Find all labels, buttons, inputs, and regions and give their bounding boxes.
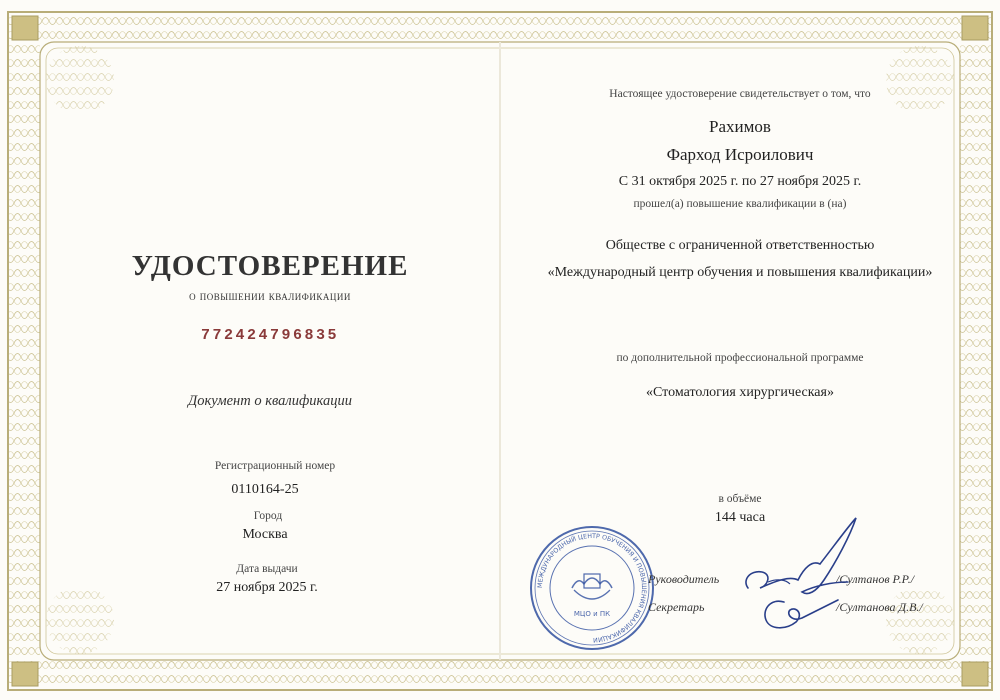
city-label: Город [253,510,283,522]
study-period: С 31 октября 2025 г. по 27 ноября 2025 г. [618,174,862,189]
certificate-title: УДОСТОВЕРЕНИЕ [131,250,409,282]
document-type: Документ о квалификации [188,393,352,409]
issue-date-value: 27 ноября 2025 г. [216,580,318,595]
organization-line-2: «Международный центр обучения и повышения квалификации» [547,265,933,280]
volume-label: в объёме [718,493,762,505]
certificate-number: 772424796835 [200,327,340,344]
certificate-subtitle: о повышении квалификации [189,289,351,303]
seal-center-text: МЦО и ПК [573,610,611,618]
official-seal-icon [528,524,656,652]
secretary-signature-icon [756,588,846,638]
issue-date-label: Дата выдачи [236,563,298,575]
head-name: /Султанов Р.Р./ [836,572,915,586]
volume-value: 144 часа [714,510,766,525]
organization-line-1: Обществе с ограниченной ответственностью [605,238,875,253]
reg-number-label: Регистрационный номер [214,460,336,472]
reg-number-value: 0110164-25 [231,482,299,497]
passed-text: прошел(а) повышение квалификации в (на) [633,198,847,210]
secretary-name: /Султанова Д.В./ [836,600,923,614]
intro-text: Настоящее удостоверение свидетельствует о том, что [609,88,871,100]
recipient-name: Фарход Исроилович [666,145,814,164]
program-intro: по дополнительной профессиональной программе [616,352,864,364]
secretary-label: Секретарь [648,600,705,614]
recipient-surname: Рахимов [709,117,771,136]
head-label: Руководитель [648,572,720,586]
program-name: «Стоматология хирургическая» [646,385,834,400]
city-value: Москва [242,527,288,542]
seal-ring-text: МЕЖДУНАРОДНЫЙ ЦЕНТР ОБУЧЕНИЯ И ПОВЫШЕНИЯ КВАЛИФИКАЦИИ [536,532,648,644]
